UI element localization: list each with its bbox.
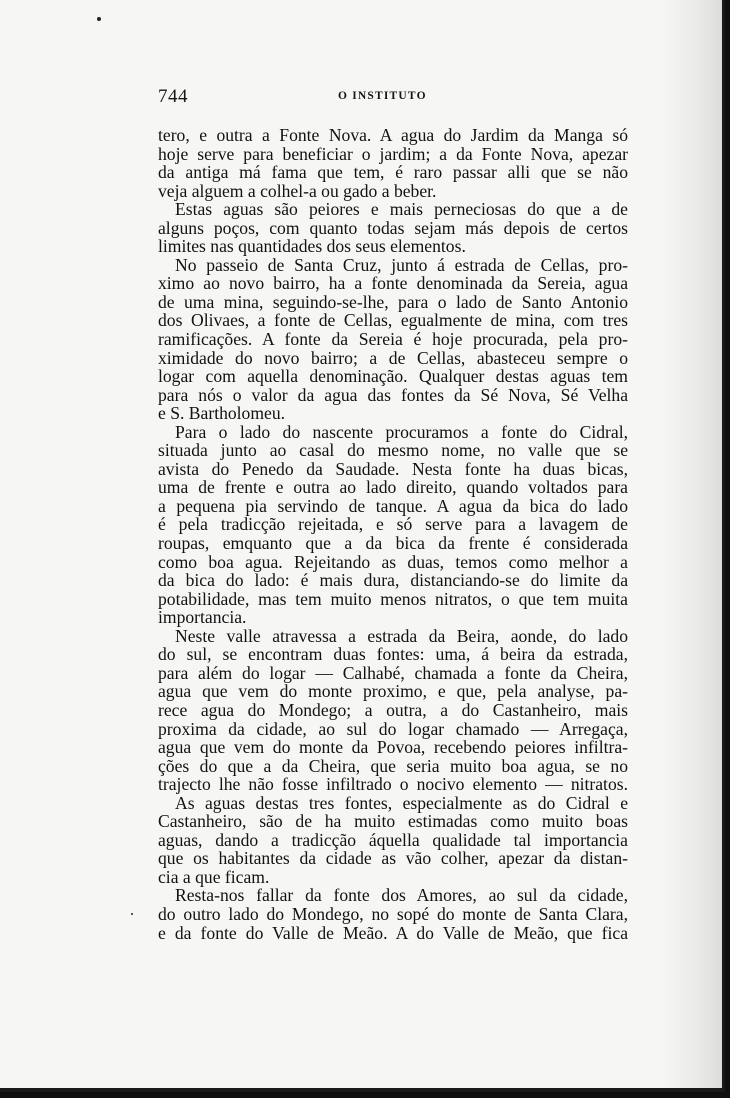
text-line: cia a que ficam. (158, 866, 270, 887)
text-line: Estas aguas são peiores e mais perneciosas do que a de (175, 199, 628, 220)
text-line: logar com aquella denominação. Qualquer destas aguas tem (158, 366, 628, 387)
text-line: e S. Bartholomeu. (158, 403, 286, 424)
text-line: importancia. (158, 607, 247, 628)
text-line: Resta-nos fallar da fonte dos Amores, ao sul da cidade, (175, 885, 628, 906)
text-line: da antiga má fama que tem, é raro passar alli que se não (158, 162, 628, 183)
text-line: da bica do lado: é mais dura, distanciando-se do limite da (158, 570, 628, 591)
text-line: As aguas destas tres fontes, especialmente as do Cidral e (175, 792, 628, 813)
text-line: do sul, se encontram duas fontes: uma, á beira da estrada, (158, 644, 628, 665)
running-head (158, 86, 628, 112)
text-line: trajecto lhe não fosse infiltrado o nocivo elemento — nitratos. (158, 774, 628, 795)
running-title: O INSTITUTO (338, 90, 427, 102)
text-line: e da fonte do Valle de Meão. A do Valle de Meão, que fica (158, 922, 628, 943)
text-line: para além do logar — Calhabé, chamada a fonte da Cheira, (158, 662, 628, 683)
text-line: Para o lado do nascente procuramos a fonte do Cidral, (175, 421, 628, 442)
text-line: como boa agua. Rejeitando as duas, temos como melhor a (158, 551, 628, 572)
text-line: ximidade do novo bairro; a de Cellas, abasteceu sempre o (158, 347, 628, 368)
text-line: uma de frente e outra ao lado direito, quando voltados para (158, 477, 628, 498)
text-line: ções do que a da Cheira, que seria muito boa agua, se no (158, 755, 628, 776)
text-line: potabilidade, mas tem muito menos nitratos, o que tem muita (158, 588, 628, 609)
page-edge-shadow (662, 0, 722, 1088)
text-line: ximo ao novo bairro, ha a fonte denominada da Sereia, agua (158, 273, 628, 294)
text-line: que os habitantes da cidade as vão colher, apezar da distan- (158, 848, 628, 869)
text-line: roupas, emquanto que a da bica da frente é considerada (158, 533, 628, 554)
text-line: dos Olivaes, a fonte de Cellas, egualmente de mina, com tres (158, 310, 628, 331)
text-line: No passeio de Santa Cruz, junto á estrada de Cellas, pro- (175, 254, 628, 275)
text-line: Neste valle atravessa a estrada da Beira, aonde, do lado (175, 625, 628, 646)
text-line: agua que vem do monte da Povoa, recebendo peiores infiltra- (158, 737, 628, 758)
text-line: situada junto ao casal do mesmo nome, no valle que se (158, 440, 628, 461)
body-text (158, 126, 628, 942)
text-line: aguas, dando a tradicção áquella qualidade tal importancia (158, 829, 628, 850)
text-line: Castanheiro, são de ha muito estimadas como muito boas (158, 811, 628, 832)
text-line: a pequena pia servindo de tanque. A agua da bica do lado (158, 495, 628, 516)
text-line: rece agua do Mondego; a outra, a do Castanheiro, mais (158, 699, 628, 720)
text-line: avista do Penedo da Saudade. Nesta fonte ha duas bicas, (158, 458, 628, 479)
text-line: limites nas quantidades dos seus elementos. (158, 236, 466, 257)
page-number: 744 (158, 86, 188, 107)
text-line: veja alguem a colhel-a ou gado a beber. (158, 180, 437, 201)
text-line: agua que vem do monte proximo, e que, pela analyse, pa- (158, 681, 628, 702)
text-line: hoje serve para beneficiar o jardim; a da Fonte Nova, apezar (158, 143, 628, 164)
text-line: alguns poços, com quanto todas sejam más depois de certos (158, 217, 628, 238)
ink-speck (131, 913, 133, 915)
text-line: para nós o valor da agua das fontes da Sé Nova, Sé Velha (158, 384, 628, 405)
text-line: proxima da cidade, ao sul do logar chamado — Arregaça, (158, 718, 628, 739)
text-line: de uma mina, seguindo-se-lhe, para o lado de Santo Antonio (158, 291, 628, 312)
text-line: tero, e outra a Fonte Nova. A agua do Jardim da Manga só (158, 125, 628, 145)
text-line: do outro lado do Mondego, no sopé do monte de Santa Clara, (158, 903, 628, 924)
ink-speck (97, 17, 101, 21)
text-line: é pela tradicção rejeitada, e só serve para a lavagem de (158, 514, 628, 535)
text-line: ramificações. A fonte da Sereia é hoje procurada, pela pro- (158, 329, 628, 350)
